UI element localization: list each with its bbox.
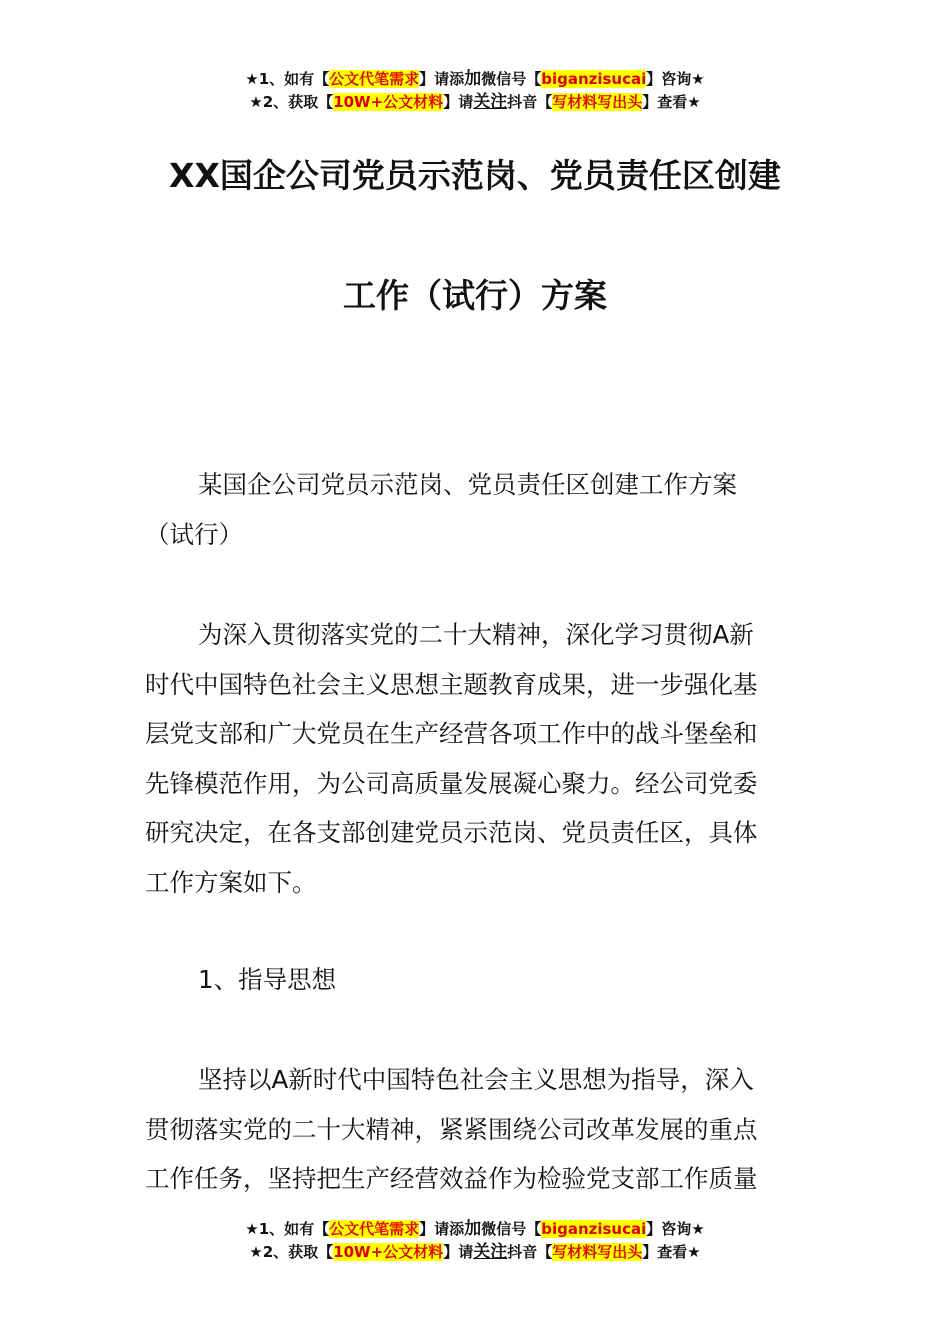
footer-banner: [0, 1218, 950, 1264]
highlight-wechat-id: biganzisucai: [541, 70, 647, 88]
banner-line-1: ★1、如有【公文代笔需求】请添加微信号【biganzisucai】咨询★: [245, 1219, 705, 1239]
header-banner: [0, 68, 950, 114]
highlight-douyin: 写材料写出头: [552, 93, 643, 111]
highlight-materials: 10W+公文材料: [333, 1243, 444, 1261]
highlight-service: 公文代笔需求: [329, 1220, 420, 1238]
paragraph-guiding-ideology: 坚持以A新时代中国特色社会主义思想为指导，深入 贯彻落实党的二十大精神，紧紧围绕公司改革发展的重点 工作任务，坚持把生产经营效益作为检验党支部工作质量: [145, 1065, 758, 1193]
banner-line-2: ★2、获取【10W+公文材料】请关注抖音【写材料写出头】查看★: [249, 92, 701, 112]
highlight-materials: 10W+公文材料: [333, 93, 444, 111]
banner-line-1: ★1、如有【公文代笔需求】请添加微信号【biganzisucai】咨询★: [245, 69, 705, 89]
document-title-line-2: 工作（试行）方案: [343, 276, 607, 315]
highlight-wechat-id: biganzisucai: [541, 1220, 647, 1238]
paragraph-intro: 为深入贯彻落实党的二十大精神，深化学习贯彻A新 时代中国特色社会主义思想主题教育成果，进一步强化基 层党支部和广大党员在生产经营各项工作中的战斗堡垒和 先锋模范作用，为公司高质量发展凝心聚力。经公司党委 研究决定，在各支部创建党员示范岗、党员责任区，具体 工作方案如下。: [145, 620, 758, 897]
section-heading: 1、指导思想: [198, 965, 337, 994]
document-title-line-1: XX国企公司党员示范岗、党员责任区创建: [169, 156, 781, 195]
banner-line-2: ★2、获取【10W+公文材料】请关注抖音【写材料写出头】查看★: [249, 1242, 701, 1262]
highlight-douyin: 写材料写出头: [552, 1243, 643, 1261]
highlight-service: 公文代笔需求: [329, 70, 420, 88]
paragraph-subtitle: 某国企公司党员示范岗、党员责任区创建工作方案 （试行）: [145, 470, 737, 549]
